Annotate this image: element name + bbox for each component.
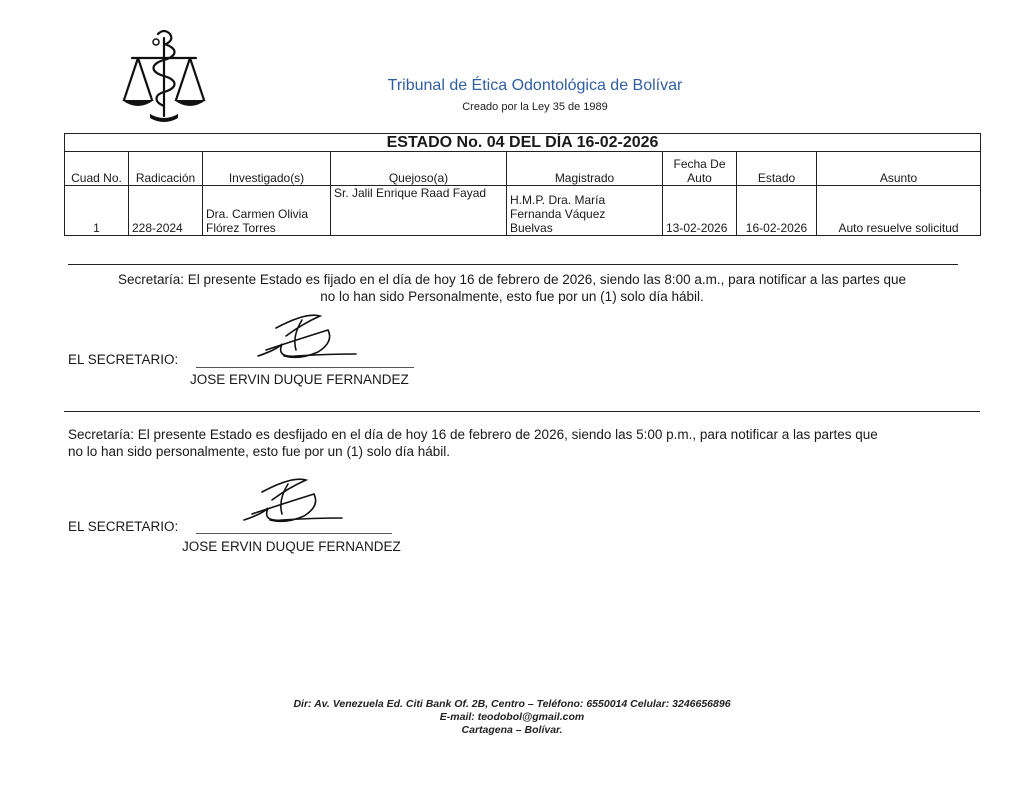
col-header-investigado: Investigado(s) xyxy=(203,152,331,186)
secretary-name: JOSE ERVIN DUQUE FERNANDEZ xyxy=(190,372,409,387)
footer-city: Cartagena – Bolívar. xyxy=(461,724,563,736)
secretary-label: EL SECRETARIO: xyxy=(68,352,179,367)
cell-magistrado-line1: H.M.P. Dra. María xyxy=(510,193,606,207)
desfijacion-text xyxy=(68,426,978,460)
divider-line xyxy=(64,411,980,412)
fijacion-line2: no lo han sido Personalmente, esto fue por un (1) solo día hábil. xyxy=(320,289,704,304)
col-header-fecha xyxy=(663,152,737,186)
signature-line xyxy=(196,533,392,534)
cell-cuad: 1 xyxy=(65,186,129,236)
signature-line xyxy=(196,367,414,368)
footer-address: Dir: Av. Venezuela Ed. Citi Bank Of. 2B, Centro – Teléfono: 6550014 Celular: 3246656896 xyxy=(293,698,731,710)
cell-quejoso: Sr. Jalil Enrique Raad Fayad xyxy=(331,186,507,236)
divider-line xyxy=(68,264,958,265)
secretary-name: JOSE ERVIN DUQUE FERNANDEZ xyxy=(182,539,401,554)
desfijacion-line1: Secretaría: El presente Estado es desfijado en el día de hoy 16 de febrero de 2026, siendo las 5:00 p.m., para notificar a las partes que xyxy=(68,427,878,442)
secretary-label: EL SECRETARIO: xyxy=(68,519,179,534)
col-header-magistrado: Magistrado xyxy=(507,152,663,186)
col-header-quejoso: Quejoso(a) xyxy=(331,152,507,186)
fijacion-line1: Secretaría: El presente Estado es fijado en el día de hoy 16 de febrero de 2026, siendo las 8:00 a.m., para notificar a las partes que xyxy=(118,272,906,287)
cell-asunto: Auto resuelve solicitud xyxy=(817,186,981,236)
cell-estado: 16-02-2026 xyxy=(737,186,817,236)
cell-magistrado xyxy=(507,186,663,236)
tribunal-title: Tribunal de Ética Odontológica de Bolívar xyxy=(387,77,683,94)
footer-contact xyxy=(200,698,824,737)
cell-fecha-auto: 13-02-2026 xyxy=(663,186,737,236)
estado-heading: ESTADO No. 04 DEL DÍA 16-02-2026 xyxy=(65,134,981,152)
col-header-estado: Estado xyxy=(737,152,817,186)
cell-investigado-line1: Dra. Carmen Olivia xyxy=(206,207,309,221)
secretary-signature xyxy=(222,470,352,532)
secretary-signature xyxy=(236,306,366,368)
footer-email: E-mail: teodobol@gmail.com xyxy=(439,711,585,723)
table-row xyxy=(65,186,981,236)
estado-table xyxy=(64,133,981,236)
col-header-radicacion: Radicación xyxy=(129,152,203,186)
col-header-fecha-line2: Auto xyxy=(687,171,712,185)
cell-magistrado-line2: Fernanda Váquez xyxy=(510,207,606,221)
fijacion-text xyxy=(60,271,964,305)
table-header-row xyxy=(65,152,981,186)
cell-radicacion: 228-2024 xyxy=(129,186,203,236)
cell-magistrado-line3: Buelvas xyxy=(510,221,553,235)
desfijacion-line2: no lo han sido personalmente, esto fue por un (1) solo día hábil. xyxy=(68,444,450,459)
tribunal-logo xyxy=(118,28,210,130)
col-header-cuad: Cuad No. xyxy=(65,152,129,186)
tribunal-subtitle: Creado por la Ley 35 de 1989 xyxy=(462,101,608,113)
col-header-asunto: Asunto xyxy=(817,152,981,186)
cell-investigado-line2: Flórez Torres xyxy=(206,221,276,235)
col-header-fecha-line1: Fecha De xyxy=(673,157,726,171)
cell-investigado xyxy=(203,186,331,236)
